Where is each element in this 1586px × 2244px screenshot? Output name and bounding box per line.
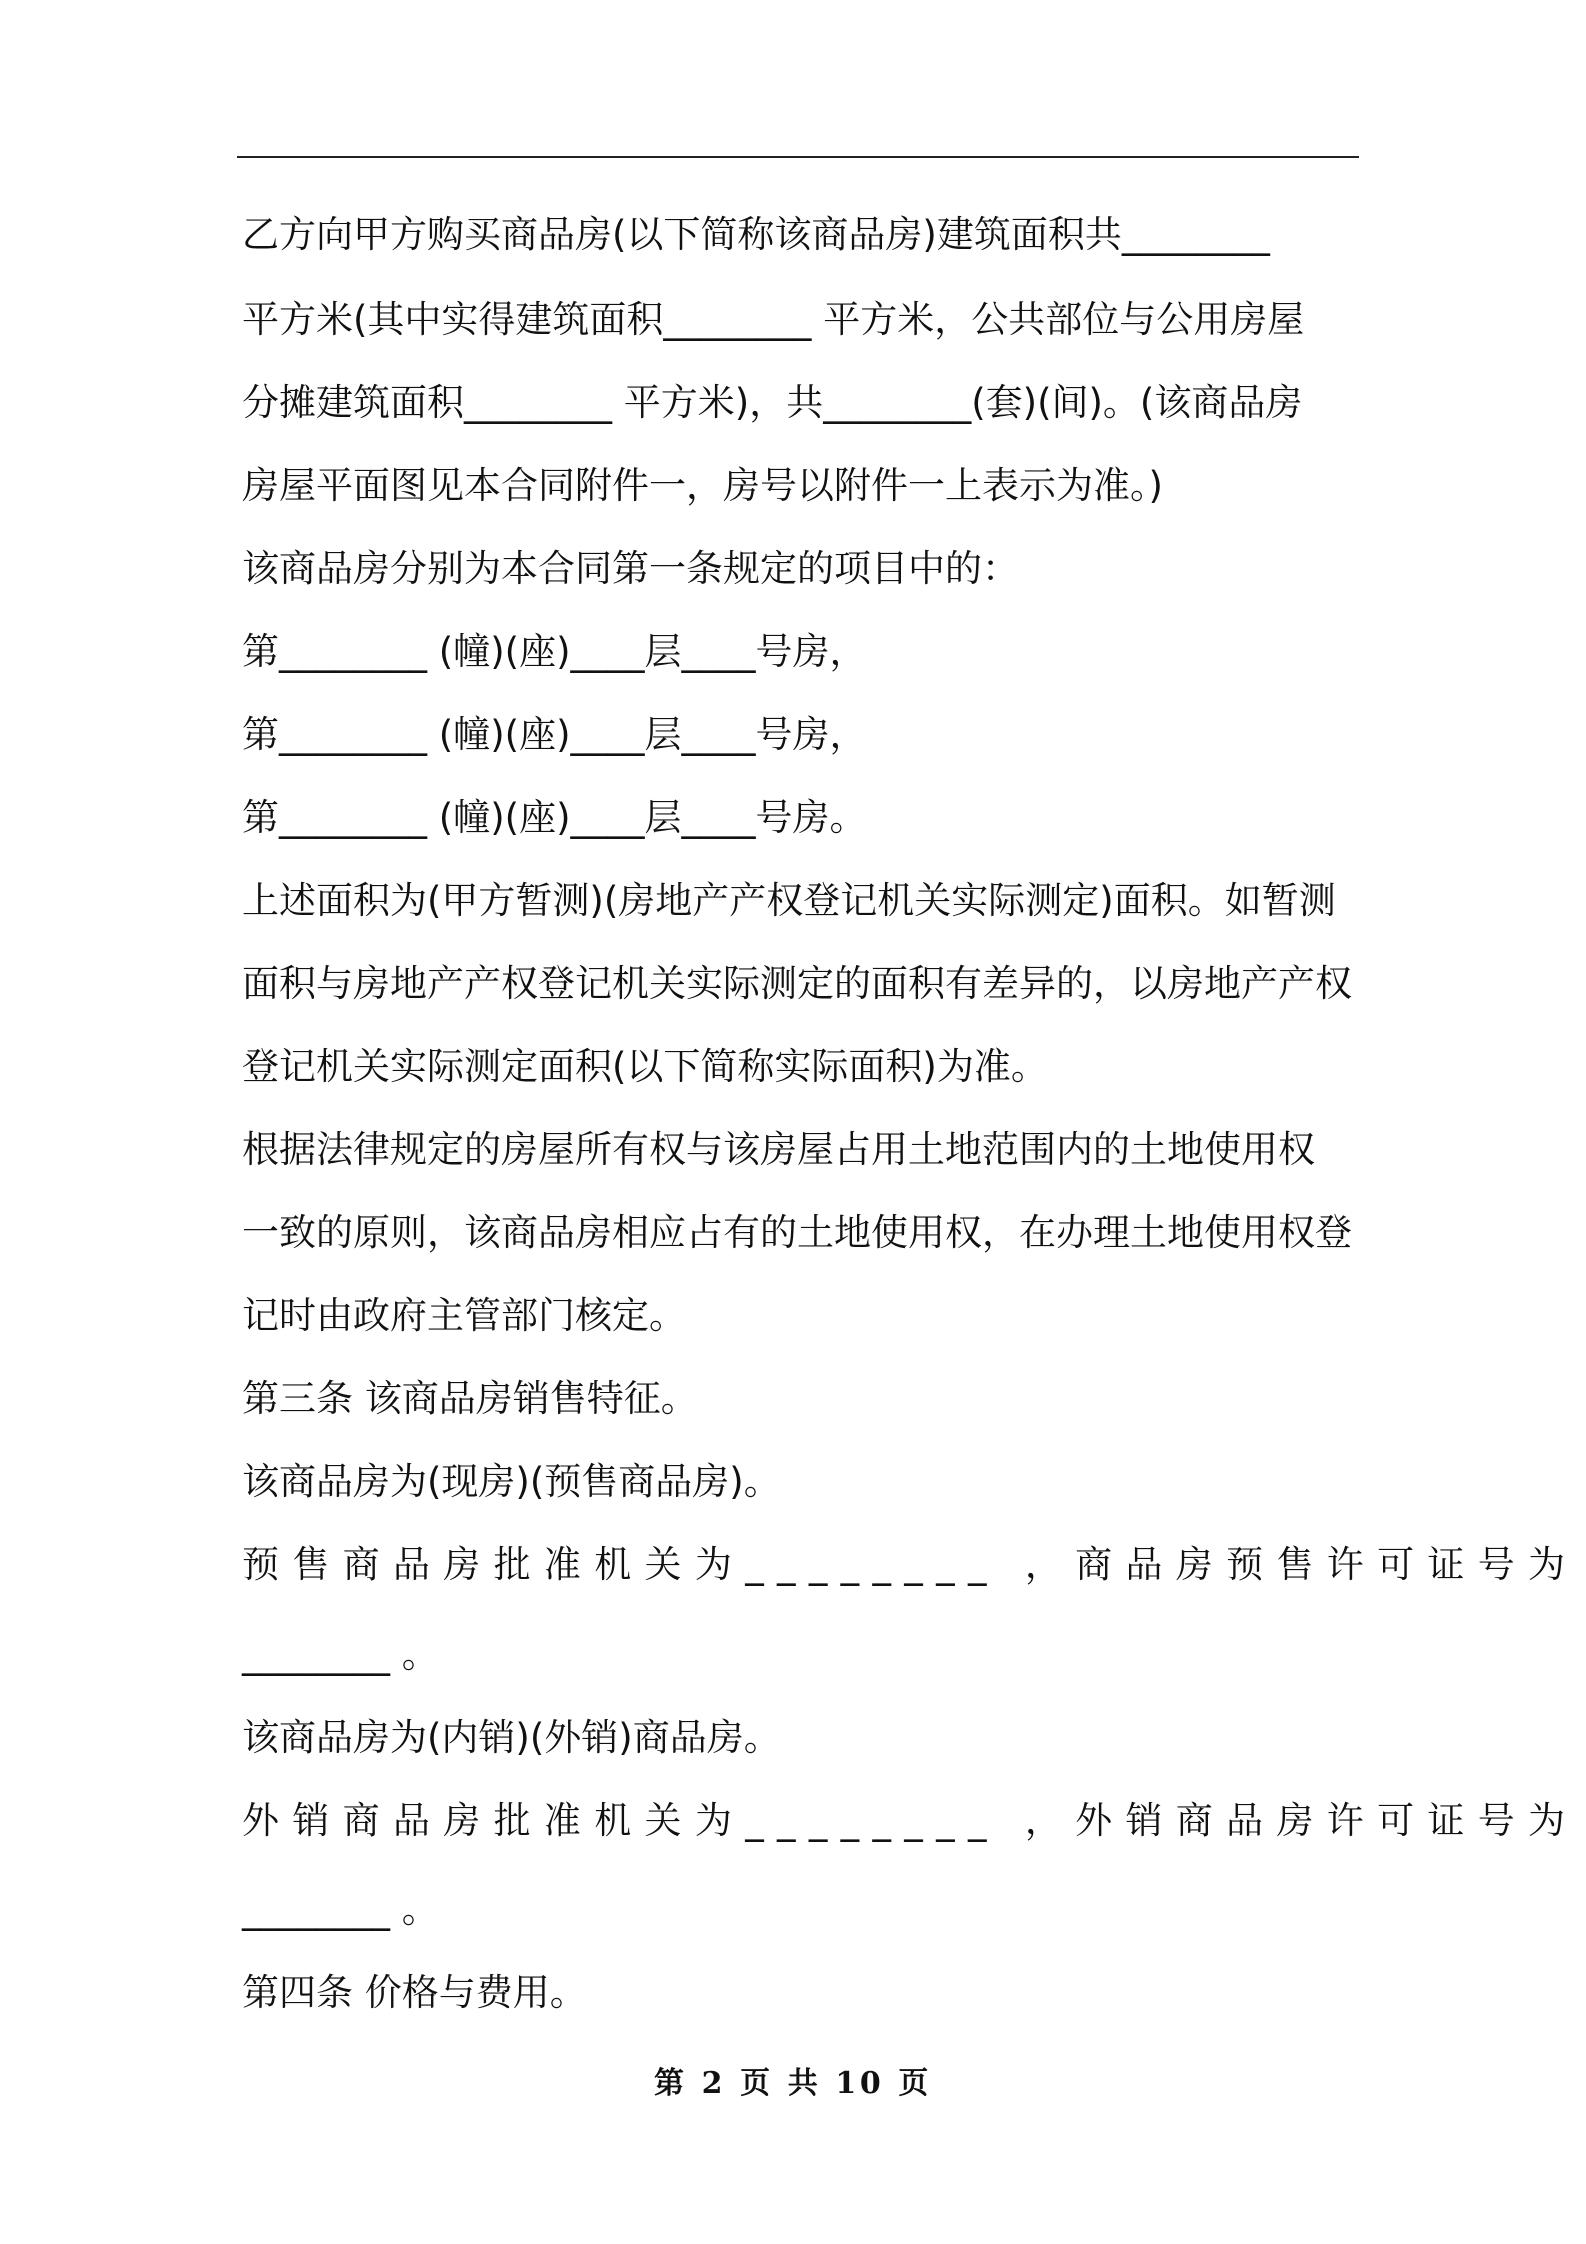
text-line: 登记机关实际测定面积(以下简称实际面积)为准。 bbox=[242, 1045, 1048, 1088]
header-rule bbox=[237, 156, 1359, 158]
section-heading: 第四条 价格与费用。 bbox=[242, 1971, 587, 2014]
text-line: ________ 。 bbox=[242, 1633, 439, 1676]
text-line: 一致的原则，该商品房相应占有的土地使用权，在办理土地使用权登 bbox=[242, 1211, 1352, 1254]
text-line: 外销商品房批准机关为________ ，外销商品房许可证号为 bbox=[242, 1799, 1579, 1842]
text-line: 第________ (幢)(座)____层____号房， bbox=[242, 630, 867, 673]
text-line: 面积与房地产产权登记机关实际测定的面积有差异的，以房地产产权 bbox=[242, 962, 1352, 1005]
text-line: 根据法律规定的房屋所有权与该房屋占用土地范围内的土地使用权 bbox=[242, 1128, 1315, 1171]
text-line: ________ 。 bbox=[242, 1888, 439, 1931]
text-line: 第________ (幢)(座)____层____号房。 bbox=[242, 796, 867, 839]
text-line: 该商品房为(内销)(外销)商品房。 bbox=[242, 1716, 781, 1759]
text-line: 平方米(其中实得建筑面积________ 平方米，公共部位与公用房屋 bbox=[242, 298, 1305, 341]
page-number: 第 2 页 共 10 页 bbox=[653, 2066, 933, 2101]
text-line: 该商品房为(现房)(预售商品房)。 bbox=[242, 1460, 781, 1503]
text-line: 分摊建筑面积________ 平方米)，共________(套)(间)。(该商品房 bbox=[242, 381, 1303, 424]
text-line: 上述面积为(甲方暂测)(房地产产权登记机关实际测定)面积。如暂测 bbox=[242, 879, 1336, 922]
text-line: 预售商品房批准机关为________ ，商品房预售许可证号为 bbox=[242, 1543, 1579, 1586]
text-line: 乙方向甲方购买商品房(以下简称该商品房)建筑面积共________ bbox=[242, 213, 1270, 256]
text-line: 该商品房分别为本合同第一条规定的项目中的： bbox=[242, 547, 1019, 590]
section-heading: 第三条 该商品房销售特征。 bbox=[242, 1377, 698, 1420]
text-line: 房屋平面图见本合同附件一，房号以附件一上表示为准。) bbox=[242, 464, 1163, 507]
text-line: 第________ (幢)(座)____层____号房， bbox=[242, 713, 867, 756]
text-line: 记时由政府主管部门核定。 bbox=[242, 1294, 686, 1337]
